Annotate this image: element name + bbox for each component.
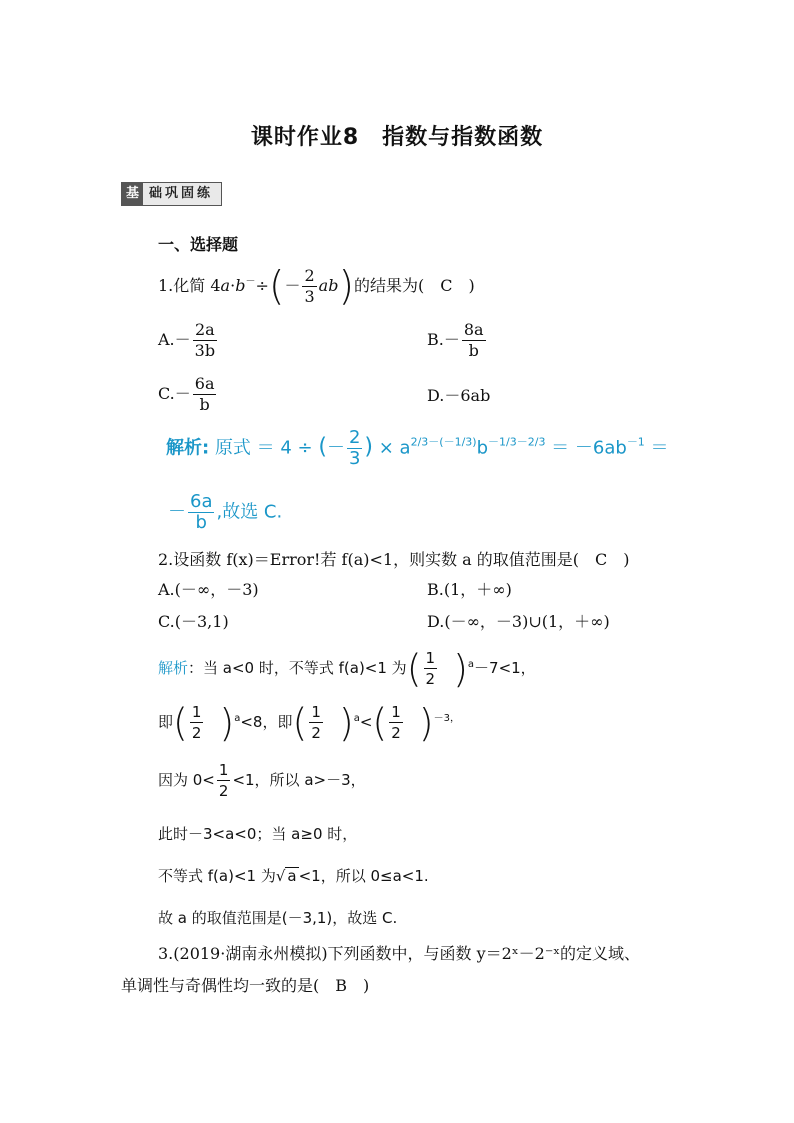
q1-option-b: B.－ $\frac{8a}{b}$: [427, 320, 484, 360]
badge-first-char: 基: [122, 183, 143, 205]
q1-solution-label: 解析:: [166, 437, 210, 459]
q2-option-b: B.(1，＋∞): [427, 580, 512, 599]
q2-option-a: A.(－∞，－3): [158, 580, 259, 599]
q1-option-a: A.－ $\frac{2a}{3b}$: [158, 320, 216, 360]
badge-rest: 础巩固练: [149, 186, 214, 201]
q2-solution-line5: 不等式 f(a)<1 为√ a <1，所以 0≤a<1.: [158, 867, 429, 885]
q1-option-d: D.－6ab: [427, 386, 491, 405]
page-title: 课时作业8 指数与指数函数: [250, 125, 544, 150]
q1-solution-line1: 解析: 原式 ＝ 4 ÷ (－ $\frac{2}{3}$ ) × $a^{2/3-(-1/3)}b^{-1/3-2/3} = -6ab^{-1}$ ＝: [166, 427, 669, 469]
q2-solution-line2: 即( $\frac{1}{2}$ )$^a$<8，即( $\frac{1}{2}$ )$^a$<( $\frac{1}{2}$ )$^{-3,}$: [158, 700, 460, 745]
q2-solution-line6: 故 a 的取值范围是(－3,1)，故选 C.: [158, 909, 398, 927]
q2-option-d: D.(－∞，－3)∪(1，＋∞): [427, 612, 610, 631]
q2-stem: 2.设函数 f(x)＝Error!若 f(a)<1，则实数 a 的取值范围是( C ): [158, 550, 630, 569]
section-badge: [121, 182, 222, 206]
q1-stem: 1.化简 4a·b－÷(－ $\frac{2}{3}$ ab)的结果为( C ): [158, 263, 475, 310]
q3-stem-line2: 单调性与奇偶性均一致的是( B ): [121, 976, 370, 995]
q2-solution-line4: 此时－3<a<0；当 a≥0 时，: [158, 825, 358, 843]
q1-stem-pre: 1.化简 4: [158, 276, 221, 295]
q3-stem-line1: 3.(2019·湖南永州模拟)下列函数中，与函数 y＝2ˣ－2⁻ˣ的定义域、: [158, 944, 641, 963]
q2-option-c: C.(－3,1): [158, 612, 229, 631]
q1-option-c: C.－ $\frac{6a}{b}$: [158, 374, 215, 414]
section-heading: 一、选择题: [158, 235, 239, 254]
q1-solution-line2: － $\frac{6a}{b}$ ,故选 C.: [168, 491, 283, 533]
q2-solution-line3: 因为 0< $\frac{1}{2}$ <1，所以 a>－3，: [158, 761, 366, 800]
q2-solution-label: 解析: [158, 659, 189, 677]
q2-solution-line1: 解析：当 a<0 时，不等式 f(a)<1 为( $\frac{1}{2}$ )$^a$－7<1，: [158, 646, 536, 691]
q1-stem-frac: $\frac{2}{3}$: [304, 266, 315, 306]
q1-stem-post: 的结果为( C ): [354, 276, 475, 295]
q1-divide: ÷: [255, 276, 269, 295]
